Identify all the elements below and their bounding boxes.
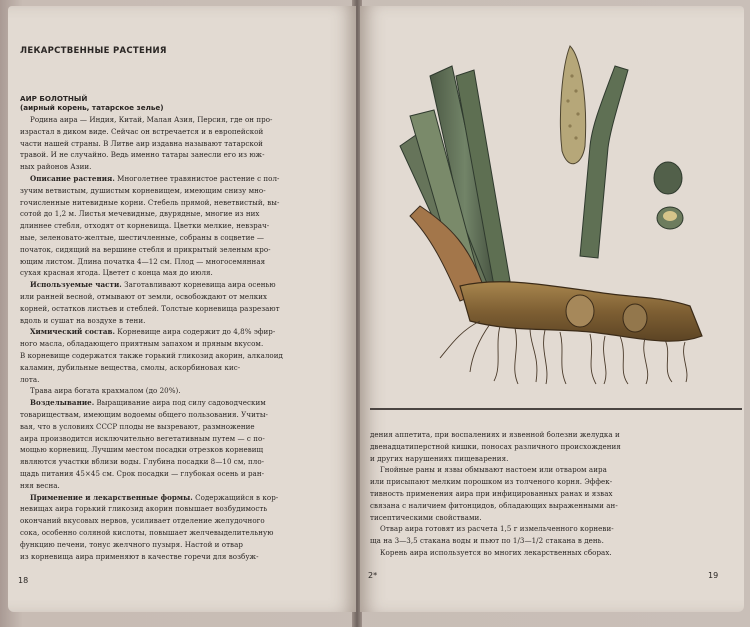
section-title: ЛЕКАРСТВЕННЫЕ РАСТЕНИЯ	[20, 46, 167, 56]
rhizome-node	[566, 295, 594, 327]
text-line	[30, 326, 275, 338]
text-line	[30, 173, 280, 185]
line-text: длиннее стебля, отходят от корневища. Цветки мелкие, невзрач-	[20, 221, 270, 231]
plant-name: АИР БОЛОТНЫЙ	[20, 94, 88, 103]
text-line	[20, 433, 265, 445]
text-line	[30, 385, 181, 397]
text-line	[20, 303, 280, 315]
text-line	[30, 492, 278, 504]
line-text: зучим ветвистым, душистым корневищем, имеющим снизу мно-	[20, 185, 266, 195]
line-text: дения аппетита, при воспалениях и язвенной болезни желудка и	[370, 430, 620, 439]
text-line	[20, 126, 263, 138]
line-text: товариществам, имеющим водоемы общего пользования. Учиты-	[20, 410, 268, 419]
line-text: сока, особенно соляной кислоты, повышает желчевыделительную	[20, 528, 274, 537]
text-line	[370, 453, 508, 465]
line-text: связана с наличием фитонцидов, обладающих выраженными ан-	[370, 500, 618, 510]
page-divider	[370, 408, 742, 410]
page-number-right: 19	[708, 571, 719, 580]
text-line	[20, 421, 255, 433]
text-line	[20, 149, 265, 161]
line-text: няя весна.	[20, 480, 60, 490]
line-text: Отвар аира готовят из расчета 1,5 г измельченного корневи-	[380, 524, 614, 534]
text-line	[20, 551, 259, 563]
line-text: невищах аира горький гликозид акорин повышает возбудимость	[20, 504, 268, 514]
text-line	[20, 539, 243, 551]
text-line	[370, 476, 612, 488]
line-text: тивность применения аира при инфицированных ранах и язвах	[370, 489, 613, 498]
text-line	[20, 256, 265, 268]
line-text: Корневище аира содержит до 4,8% эфир-	[115, 327, 276, 337]
text-line	[380, 464, 607, 476]
line-text: аира производится исключительно вегетативным путем — с по-	[20, 433, 265, 443]
text-line	[370, 488, 613, 500]
text-line	[380, 547, 612, 559]
line-text: гочисленные нитевидные корни. Стебель прямой, неветвистый, вы-	[20, 197, 280, 207]
fruit-whole	[654, 162, 682, 194]
text-line	[20, 232, 264, 244]
rhizome-node	[623, 304, 647, 332]
text-line	[30, 397, 266, 409]
line-text: Родина аира — Индия, Китай, Малая Азия, Персия, где он про-	[30, 115, 273, 124]
fruit-seed	[663, 211, 677, 221]
line-text: или присыпают мелким порошком из толченого корня. Эффек-	[370, 477, 613, 487]
line-text: мощью корневищ. Лучшим местом посадки отрезков корневищ	[20, 445, 264, 455]
line-text: ного масла, обладающего приятным запахом и пряным вкусом.	[20, 339, 264, 349]
page-number-left: 18	[18, 576, 29, 585]
text-line	[370, 429, 620, 441]
text-line	[370, 500, 618, 512]
line-text: каламин, дубильные вещества, смолы, аскорбиновая кис-	[20, 362, 241, 372]
line-text: ща на 3—3,5 стакана воды и пьют по 1/3—1/2 стакана в день.	[370, 536, 604, 546]
text-line	[20, 338, 263, 350]
line-text: травой. И не случайно. Ведь именно татары занесли его из юж-	[20, 150, 265, 160]
line-text: вая, что в условиях СССР плоды не вызревают, размножение	[20, 421, 255, 431]
line-text: или ранней весной, отмывают от земли, освобождают от мелких	[20, 292, 268, 301]
line-text: корней, остатков листьев и стеблей. Толстые корневища разрезают	[20, 303, 280, 313]
text-line	[30, 279, 276, 291]
line-text: из корневища аира применяют в качестве горечи для возбуж-	[20, 551, 259, 561]
paragraph-lead: Описание растения.	[30, 174, 115, 183]
line-text: В корневище содержатся также горький гликозид акорин, алкалоид	[20, 351, 283, 360]
paragraph-lead: Применение и лекарственные формы.	[30, 492, 193, 502]
text-line	[20, 185, 266, 197]
text-line	[370, 441, 621, 453]
line-text: вдоль и сушат на воздухе в тени.	[20, 315, 146, 325]
text-line	[20, 515, 265, 527]
text-line	[380, 523, 614, 535]
text-line	[20, 362, 240, 374]
text-line	[20, 291, 267, 303]
text-line	[20, 409, 268, 421]
line-text: Многолетнее травянистое растение с пол-	[114, 174, 280, 183]
text-line	[370, 535, 604, 547]
text-line	[20, 468, 264, 480]
text-line	[20, 315, 145, 327]
text-line	[20, 138, 263, 150]
text-line	[20, 374, 39, 386]
spadix	[560, 46, 585, 164]
text-line	[30, 114, 273, 126]
line-text: ные, зеленовато-желтые, шестичленные, собраны в соцветие —	[20, 233, 265, 242]
line-text: ющим листом. Длина початка 4—12 см. Плод — многосемянная	[20, 256, 266, 266]
line-text: сухая красная ягода. Цветет с конца мая до июля.	[20, 268, 213, 278]
text-line	[20, 161, 91, 173]
line-text: сотой до 1,2 м. Листья мечевидные, двурядные, многие из них	[20, 209, 260, 219]
line-text: функцию печени, тонус желчного пузыря. Настой и отвар	[20, 539, 243, 549]
line-text: щадь питания 45×45 см. Срок посадки — глубокая осень и ран-	[20, 469, 265, 478]
line-text: являются участки вблизи воды. Глубина посадки 8—10 см, пло-	[20, 457, 265, 467]
line-text: Гнойные раны и язвы обмывают настоем или отваром аира	[380, 465, 607, 475]
text-line	[20, 197, 279, 209]
line-text: израстал в диком виде. Сейчас он встречается и в европейской	[20, 126, 264, 136]
text-line	[20, 456, 264, 468]
left-page	[8, 6, 356, 612]
flower-stem	[580, 66, 628, 258]
line-text: Выращивание аира под силу садоводческим	[94, 398, 266, 408]
line-text: двенадцатиперстной кишки, поносах различного происхождения	[370, 441, 621, 451]
line-text: ных районов Азии.	[20, 162, 92, 172]
line-text: тисептическими свойствами.	[370, 512, 482, 522]
line-text: лота.	[20, 374, 40, 384]
text-line	[20, 527, 274, 539]
line-text: Трава аира богата крахмалом (до 20%).	[30, 386, 181, 396]
paragraph-lead: Химический состав.	[30, 327, 115, 337]
text-line	[20, 208, 259, 220]
line-text: и других нарушениях пищеварения.	[370, 453, 509, 463]
right-page	[360, 6, 744, 612]
line-text: окончаний вкусовых нервов, усиливает отделение желудочного	[20, 516, 265, 526]
line-text: Содержащийся в кор-	[192, 492, 279, 502]
calamus-illustration	[390, 36, 720, 386]
plant-alt-names: (аирный корень, татарское зелье)	[20, 103, 164, 112]
paragraph-lead: Используемые части.	[30, 280, 122, 290]
paragraph-lead: Возделывание.	[30, 398, 95, 408]
text-line	[20, 503, 267, 515]
text-line	[20, 220, 269, 232]
line-text: части нашей страны. В Литве аир издавна называют татарской	[20, 138, 263, 148]
signature-mark: 2*	[368, 571, 378, 580]
text-line	[20, 267, 213, 279]
line-text: Заготавливают корневища аира осенью	[121, 280, 276, 290]
line-text: початок, сидящий на вершине стебля и прикрытый зеленым кро-	[20, 244, 271, 254]
text-line	[370, 512, 482, 524]
text-line	[20, 444, 263, 456]
text-line	[20, 480, 60, 492]
text-line	[20, 244, 271, 256]
text-line	[20, 350, 283, 362]
line-text: Корень аира используется во многих лекарственных сборах.	[380, 548, 612, 557]
